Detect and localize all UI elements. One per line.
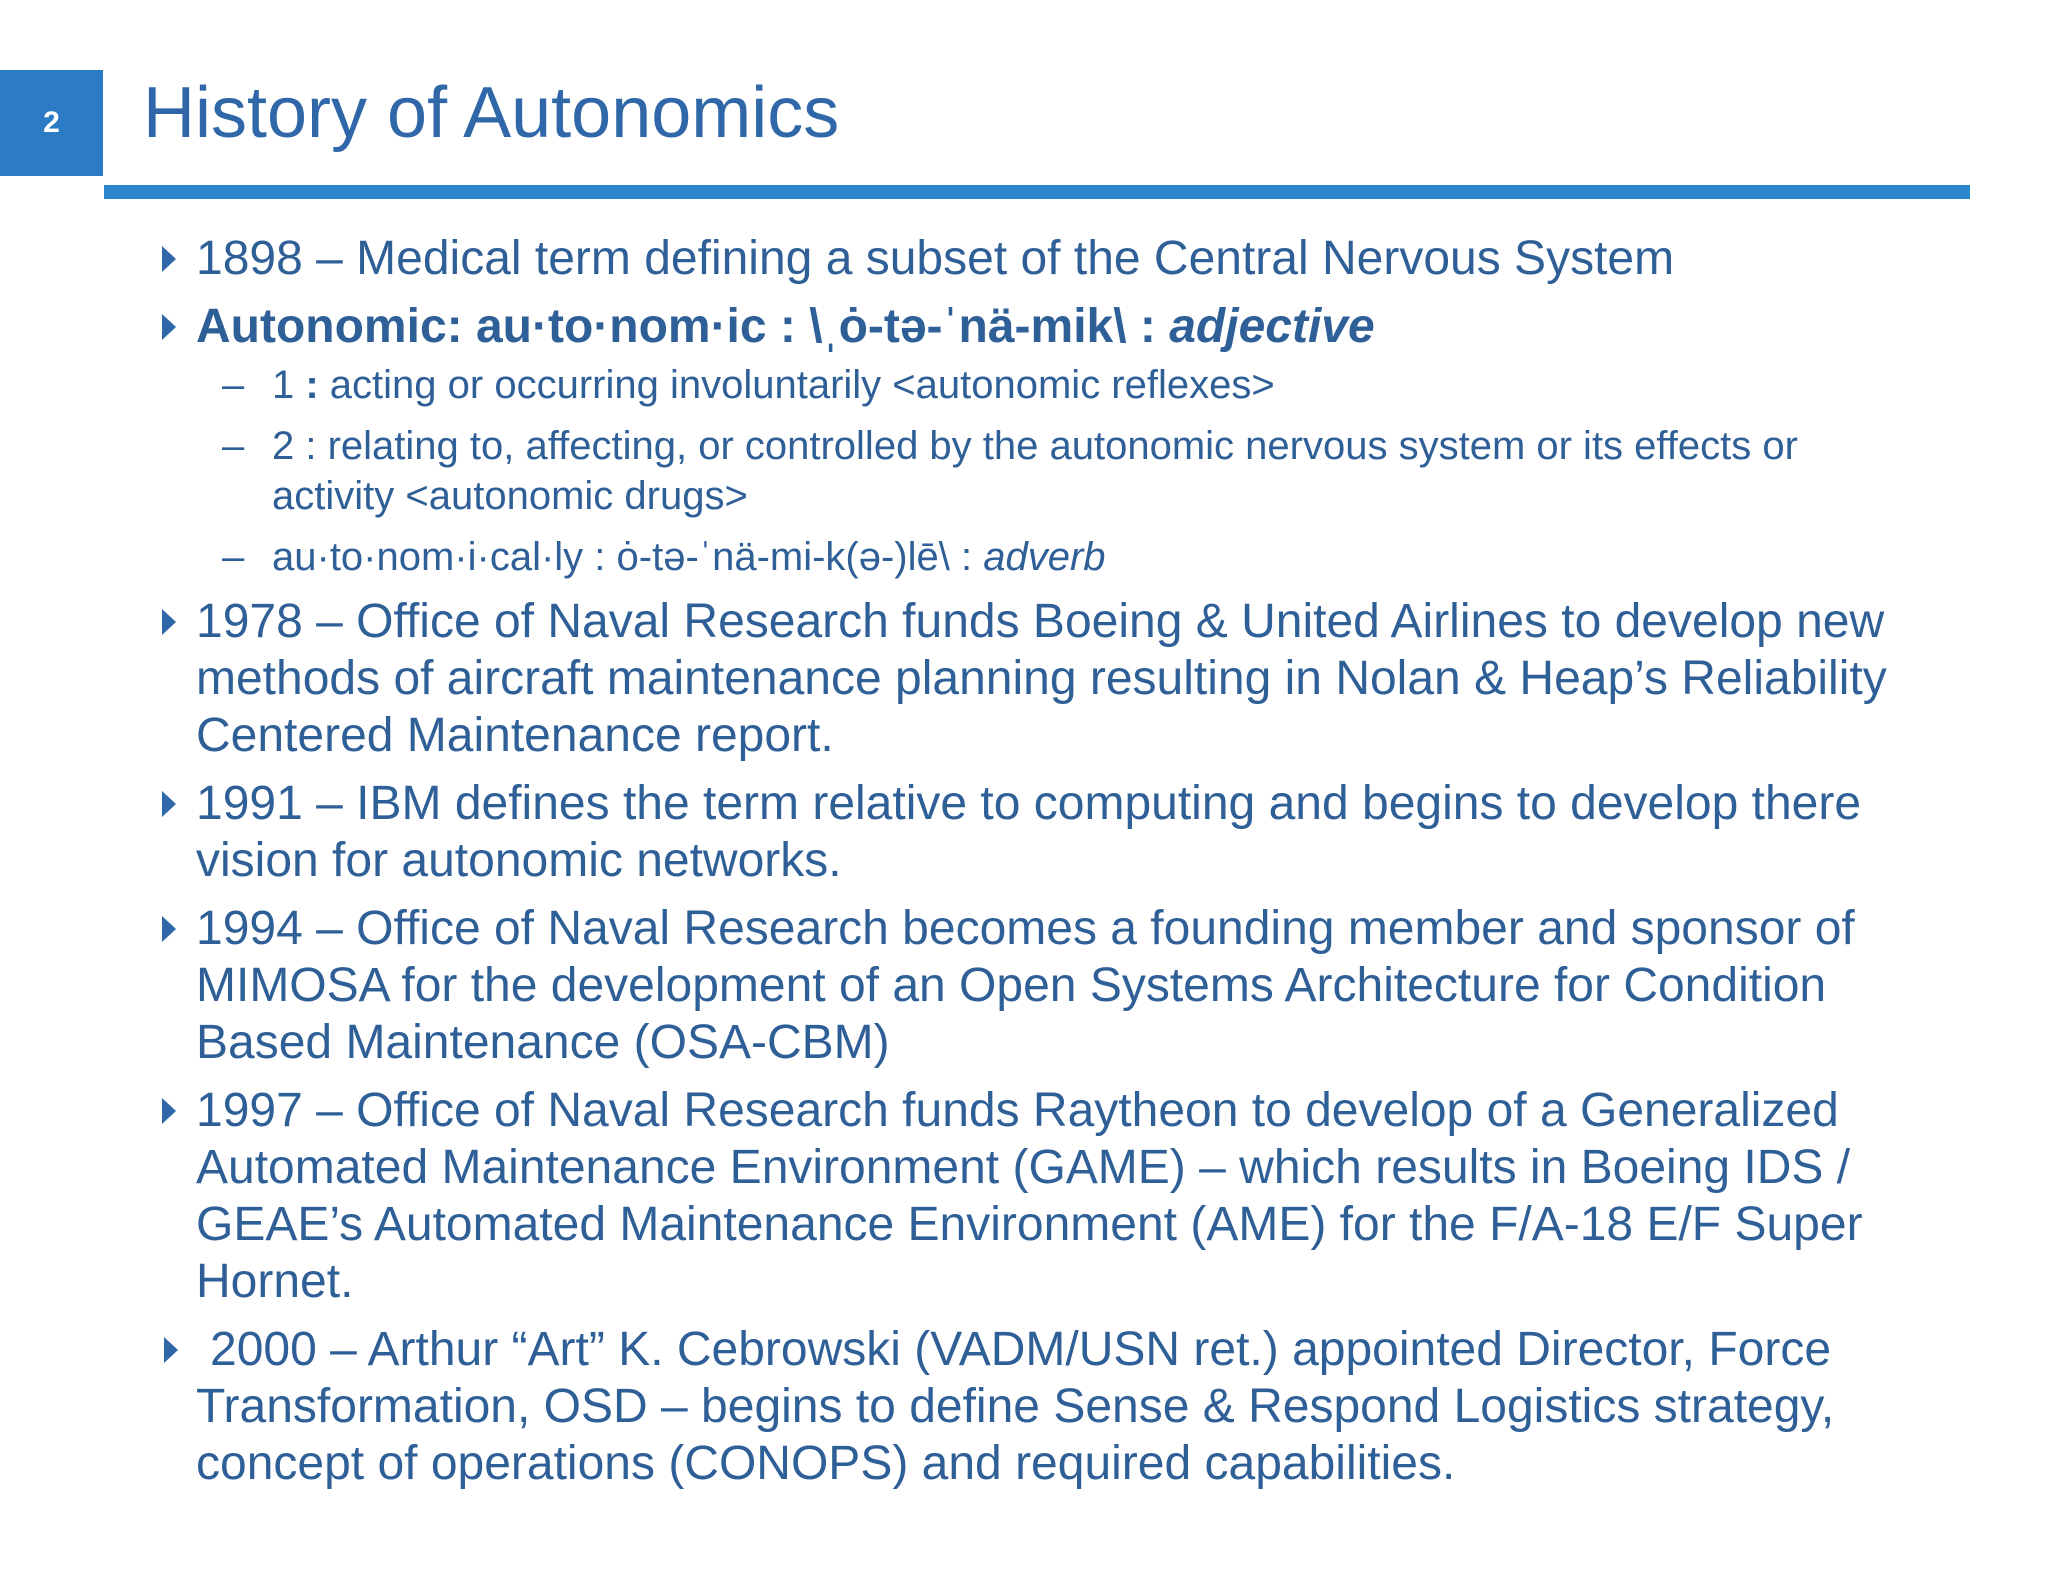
bullet-item-definition (160, 298, 1920, 355)
bullet-item-1898 (160, 230, 1920, 287)
part-of-speech: adjective (1169, 300, 1375, 353)
slide-number: 2 (43, 106, 60, 139)
sub-item-definition-2 (160, 421, 1920, 521)
dash-bullet: – (222, 535, 245, 579)
bullet-text: 1994 – Office of Naval Research becomes a founding member and sponsor of MIMOSA for the development of an Open Systems Architecture for Condition Based Maintenance (OSA-CBM) (196, 902, 1855, 1069)
bullet-text: 1991 – IBM defines the term relative to computing and begins to develop there vision for autonomic networks. (196, 777, 1862, 887)
sub-item-number: 1 (272, 363, 306, 407)
bullet-text: 1997 – Office of Naval Research funds Raytheon to develop of a Generalized Automated Maintenance Environment (GAME) – which results in Boeing IDS / GEAE’s Automated Maintenance Environment (AME) for the F/A-18 E/F Super Hornet. (196, 1084, 1863, 1308)
bullet-list (160, 230, 1920, 1503)
slide-title: History of Autonomics (143, 73, 840, 153)
title-underline-divider (104, 185, 1970, 199)
sub-item-adverb (160, 532, 1920, 582)
sub-item-colon: : (305, 363, 319, 407)
bullet-item-1978 (160, 593, 1920, 764)
bullet-text: 1898 – Medical term defining a subset of the Central Nervous System (196, 232, 1675, 285)
triangle-bullet-icon (162, 314, 176, 340)
bullet-item-1997 (160, 1082, 1920, 1310)
bullet-item-1994 (160, 900, 1920, 1071)
definition-sublist (160, 360, 1920, 582)
triangle-bullet-icon (162, 1098, 176, 1124)
bullet-text: 1978 – Office of Naval Research funds Boeing & United Airlines to develop new methods of aircraft maintenance planning resulting in Nolan & Heap’s Reliability Centered Maintenance report. (196, 595, 1887, 762)
triangle-bullet-icon (164, 1337, 178, 1363)
triangle-bullet-icon (162, 246, 176, 272)
slide-number-badge (0, 70, 103, 176)
bullet-text: 2000 – Arthur “Art” K. Cebrowski (VADM/USN ret.) appointed Director, Force Transformation, OSD – begins to define Sense & Respond Logistics strategy, concept of operations (CONOPS) and required capabilities. (196, 1323, 1835, 1490)
triangle-bullet-icon (162, 609, 176, 635)
triangle-bullet-icon (162, 791, 176, 817)
dash-bullet: – (222, 424, 245, 468)
bullet-item-1991 (160, 775, 1920, 889)
sub-item-text: 2 : relating to, affecting, or controlled by the autonomic nervous system or its effects or activity <autonomic drugs> (272, 424, 1798, 518)
dash-bullet: – (222, 363, 245, 407)
sub-item-text: acting or occurring involuntarily <autonomic reflexes> (318, 363, 1275, 407)
bullet-item-2000 (160, 1321, 1920, 1492)
sub-item-definition-1 (160, 360, 1920, 410)
sub-item-part-of-speech: adverb (983, 535, 1106, 579)
sub-item-text: au·to·nom·i·cal·ly : ȯ-tə-ˈnä-mi-k(ə-)lē\ : (272, 535, 984, 579)
definition-headword: Autonomic: au·to·nom·ic : \ˌȯ-tə-ˈnä-mik\ : (196, 300, 1170, 353)
triangle-bullet-icon (162, 916, 176, 942)
